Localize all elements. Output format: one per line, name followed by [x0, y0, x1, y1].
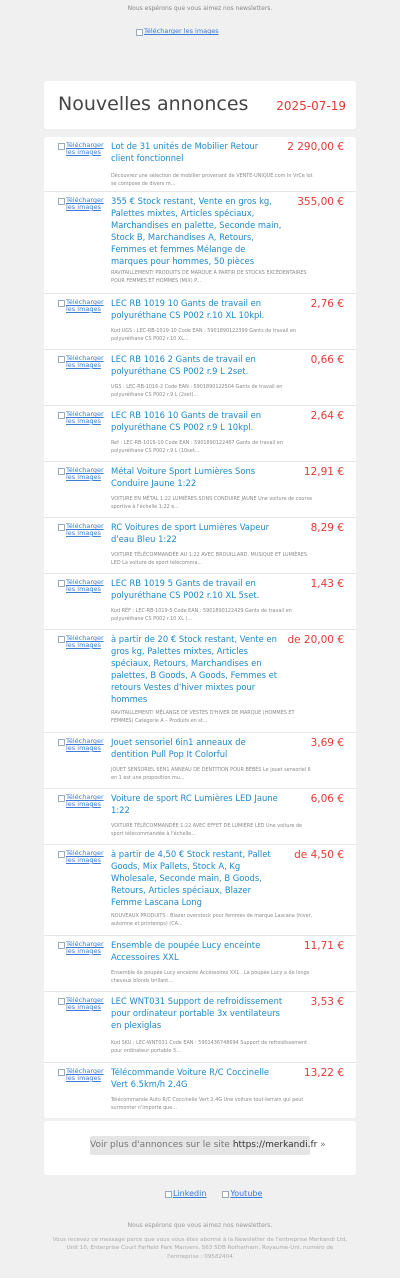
- listing-thumbnail-alt: Télécharger les images: [66, 737, 104, 752]
- listing-title-link[interactable]: Télécommande Voiture R/C Coccinelle Vert 6.5km/h 2.4G: [111, 1067, 270, 1089]
- listing-description: UGS : LEC-RB-1016-2 Code EAN : 5901890122504 Gants de travail en polyuréthane CS P002 r.9 L (2set)...: [111, 384, 283, 398]
- hero-image-link[interactable]: [136, 28, 219, 36]
- broken-image-icon: [58, 468, 65, 475]
- listing-thumbnail[interactable]: [58, 941, 108, 955]
- see-more-button[interactable]: [90, 1136, 326, 1155]
- header-card: [44, 81, 356, 129]
- listing-thumbnail-alt: Télécharger les images: [66, 298, 104, 313]
- listing-description: RAVITAILLEMENT! PRODUITS DE MARQUE À PARTIR DE STOCKS EXCÉDENTAIRES POUR FEMMES ET HOMMES (MIX) P...: [111, 270, 307, 284]
- listing-item: [44, 789, 356, 845]
- linkedin-label: Linkedin: [173, 1189, 207, 1198]
- listing-title-link[interactable]: LEC RB 1016 2 Gants de travail en polyuréthane CS P002 r.9 L 2set.: [111, 354, 256, 376]
- linkedin-link[interactable]: [165, 1190, 206, 1198]
- listing-title-link[interactable]: 355 € Stock restant, Vente en gros kg, Palettes mixtes, Articles spéciaux, Marchandises en palette, Seconde main, Stock B, Marchandises A, Retours, Femmes et femmes Mélange de marques pour hommes, 50 pièces: [111, 196, 282, 266]
- page-title: Nouvelles annonces: [58, 93, 249, 115]
- listing-thumbnail[interactable]: [58, 1068, 108, 1082]
- listing-item: [44, 733, 356, 789]
- listing-price: 2,76 €: [310, 298, 344, 310]
- listing-title-link[interactable]: LEC RB 1016 10 Gants de travail en polyuréthane CS P002 r.9 L 10kpl.: [111, 410, 262, 432]
- linkedin-icon: [165, 1191, 172, 1198]
- listing-price: 355,00 €: [297, 196, 344, 208]
- more-card: [44, 1121, 356, 1175]
- listing-description: VOITURE EN MÉTAL 1:22 LUMIÈRES SONS CONDUIRE JAUNE Une voiture de course sportive à l'échelle 1:22 e...: [111, 496, 313, 510]
- listing-thumbnail[interactable]: [58, 467, 108, 481]
- listing-price: 3,53 €: [310, 996, 344, 1008]
- listing-description: Kod RÉF : LEC-RB-1019-5 Code EAN : 5901890122429 Gants de travail en polyuréthane CS P002 r.10 XL (...: [111, 608, 292, 622]
- listing-thumbnail[interactable]: [58, 850, 108, 864]
- footer-note: Nous espérons que vous aimez nos newsletters.: [127, 1222, 273, 1229]
- listing-title-link[interactable]: à partir de 20 € Stock restant, Vente en gros kg, Palettes mixtes, Articles spéciaux, Retours, Marchandises en palettes, B Goods, A Goods, Femmes et retours Vestes d'hiver mixtes pour hommes: [111, 634, 278, 704]
- listing-thumbnail-alt: Télécharger les images: [66, 996, 104, 1011]
- broken-image-icon: [58, 300, 65, 307]
- broken-image-icon: [58, 143, 65, 150]
- listing-thumbnail-alt: Télécharger les images: [66, 141, 104, 156]
- listing-thumbnail-alt: Télécharger les images: [66, 410, 104, 425]
- broken-image-icon: [58, 198, 65, 205]
- listing-item: [44, 350, 356, 406]
- listing-item: [44, 294, 356, 350]
- listing-thumbnail[interactable]: [58, 738, 108, 752]
- listings-card: [44, 137, 356, 1118]
- listing-thumbnail-alt: Télécharger les images: [66, 940, 104, 955]
- listing-item: [44, 630, 356, 733]
- listing-description: Kod UGS : LEC-RB-1019-10 Code EAN : 5901890122399 Gants de travail en polyuréthane CS P002 r.10 XL...: [111, 328, 297, 342]
- listing-price: 11,71 €: [303, 940, 344, 952]
- broken-image-icon: [58, 851, 65, 858]
- footer-legal: Vous recevez ce message parce que vous vous êtes abonné à la Newsletter de l'entreprise Merkandi Ltd, Unit 10, Enterprise Court Farfield Park Manvers, S63 5DB Rotherham, Royaume-Uni, numéro de l'entreprise : 09582404: [52, 1237, 348, 1260]
- listing-title-link[interactable]: Métal Voiture Sport Lumières Sons Conduire Jaune 1:22: [111, 466, 256, 488]
- listing-thumbnail[interactable]: [58, 997, 108, 1011]
- header-note: Nous espérons que vous aimez nos newsletters.: [127, 5, 273, 12]
- listing-title-link[interactable]: Voiture de sport RC Lumières LED Jaune 1:22: [111, 793, 278, 815]
- listing-title-link[interactable]: Lot de 31 unités de Mobilier Retour client fonctionnel: [111, 141, 259, 163]
- listing-title-link[interactable]: à partir de 4,50 € Stock restant, Pallet Goods, Mix Pallets, Stock A, Kg Wholesale, Seconde main, B Goods, Retours, Articles spéciaux, Blazer Femme Lascana Long: [111, 849, 271, 907]
- listing-price: 8,29 €: [310, 522, 344, 534]
- listing-price: 3,69 €: [310, 737, 344, 749]
- broken-image-icon: [58, 795, 65, 802]
- listing-item: [44, 574, 356, 630]
- listing-thumbnail-alt: Télécharger les images: [66, 849, 104, 864]
- listing-description: RAVITAILLEMENT! MÉLANGE DE VESTES D'HIVER DE MARQUE (HOMMES ET FEMMES) Catégorie A – Produits en st...: [111, 710, 295, 724]
- youtube-link[interactable]: [222, 1190, 262, 1198]
- listing-description: VOITURE TÉLÉCOMMANDÉE 1:22 AVEC EFFET DE LUMIÈRE LED Une voiture de sport télécommandée à l'échelle...: [111, 823, 303, 837]
- listing-price: 0,66 €: [310, 354, 344, 366]
- listing-thumbnail-alt: Télécharger les images: [66, 466, 104, 481]
- listing-description: JOUET SENSORIEL 6EN1 ANNEAU DE DENTITION POUR BÉBÉS Le jouet sensoriel 6 en 1 est une proposition mu...: [111, 767, 311, 781]
- listing-thumbnail[interactable]: [58, 523, 108, 537]
- listing-title-link[interactable]: LEC RB 1019 5 Gants de travail en polyuréthane CS P002 r.10 XL 5set.: [111, 578, 260, 600]
- listing-thumbnail[interactable]: [58, 142, 108, 156]
- listing-price: 2,64 €: [310, 410, 344, 422]
- broken-image-icon: [58, 1069, 65, 1076]
- listing-title-link[interactable]: RC Voitures de sport Lumières Vapeur d'eau Bleu 1:22: [111, 522, 270, 544]
- listing-thumbnail[interactable]: [58, 411, 108, 425]
- listing-thumbnail-alt: Télécharger les images: [66, 793, 104, 808]
- newsletter-date: 2025-07-19: [276, 99, 346, 113]
- broken-image-icon: [58, 739, 65, 746]
- broken-image-icon: [136, 29, 143, 36]
- listing-price: 6,06 €: [310, 793, 344, 805]
- broken-image-icon: [58, 636, 65, 643]
- youtube-icon: [222, 1191, 229, 1198]
- hero-image-alt: Télécharger les images: [144, 27, 219, 35]
- listing-price: 1,43 €: [310, 578, 344, 590]
- listing-item: [44, 1063, 356, 1118]
- listing-item: [44, 462, 356, 518]
- see-more-url: https://merkandi.fr: [232, 1140, 318, 1150]
- listing-title-link[interactable]: LEC WNT031 Support de refroidissement pour ordinateur portable 3x ventilateurs en plexiglas: [111, 996, 283, 1030]
- listing-thumbnail-alt: Télécharger les images: [66, 196, 104, 211]
- broken-image-icon: [58, 524, 65, 531]
- listing-item: [44, 137, 356, 192]
- broken-image-icon: [58, 580, 65, 587]
- listing-thumbnail-alt: Télécharger les images: [66, 522, 104, 537]
- social-links: [165, 1190, 262, 1198]
- listing-description: Télécommande Auto R/C Coccinelle Vert 2.4G Une voiture tout-terrain qui peut surmonter n'importe que...: [111, 1097, 304, 1111]
- listing-item: [44, 192, 356, 294]
- see-more-suffix: »: [317, 1140, 326, 1150]
- listing-thumbnail[interactable]: [58, 635, 108, 649]
- listing-price: 13,22 €: [303, 1067, 344, 1079]
- listing-thumbnail[interactable]: [58, 197, 108, 211]
- listing-price: de 4,50 €: [294, 849, 344, 861]
- listing-description: VOITURE TÉLÉCOMMANDÉE AU 1:22 AVEC BROUILLARD, MUSIQUE ET LUMIÈRES LED La voiture de sport télécomma...: [111, 552, 307, 566]
- listing-description: Ensemble de poupée Lucy enceinte Accessoires XXL . La poupée Lucy a de longs cheveux blonds brillant...: [111, 970, 310, 984]
- listing-description: Kod SKU : LEC-WNT031 Code EAN : 5901436748694 Support de refroidissement pour ordinateur portable 3...: [111, 1040, 308, 1054]
- listing-item: [44, 518, 356, 574]
- listing-title-link[interactable]: LEC RB 1019 10 Gants de travail en polyuréthane CS P002 r.10 XL 10kpl.: [111, 298, 265, 320]
- listing-item: [44, 406, 356, 462]
- listing-item: [44, 845, 356, 936]
- listing-title-link[interactable]: Ensemble de poupée Lucy enceinte Accessoires XXL: [111, 940, 261, 962]
- listing-item: [44, 936, 356, 992]
- listing-description: Ref : LEC-RB-1016-10 Code EAN : 5901890122467 Gants de travail en polyuréthane CS P002 r.9 L (10set...: [111, 440, 283, 454]
- listing-price: 2 290,00 €: [287, 141, 344, 153]
- listing-price: de 20,00 €: [287, 634, 344, 646]
- listing-description: NOUVEAUX PRODUITS : Blazer overstock pour femmes de marque Lascana (hiver, automne et printemps) (CA...: [111, 913, 313, 927]
- broken-image-icon: [58, 412, 65, 419]
- broken-image-icon: [58, 356, 65, 363]
- see-more-prefix: Voir plus d'annonces sur le site: [90, 1140, 233, 1150]
- broken-image-icon: [58, 998, 65, 1005]
- listing-thumbnail[interactable]: [58, 355, 108, 369]
- listing-title-link[interactable]: Jouet sensoriel 6in1 anneaux de dentition Pull Pop It Colorful: [111, 737, 246, 759]
- listing-thumbnail-alt: Télécharger les images: [66, 578, 104, 593]
- listing-description: Découvrez une sélection de mobilier provenant de VENTE-UNIQUE.com In VrCe lot se compose de divers m...: [111, 173, 313, 187]
- listing-thumbnail-alt: Télécharger les images: [66, 1067, 104, 1082]
- listing-thumbnail-alt: Télécharger les images: [66, 354, 104, 369]
- listing-price: 12,91 €: [303, 466, 344, 478]
- listing-thumbnail[interactable]: [58, 299, 108, 313]
- listing-thumbnail-alt: Télécharger les images: [66, 634, 104, 649]
- listing-thumbnail[interactable]: [58, 579, 108, 593]
- listing-thumbnail[interactable]: [58, 794, 108, 808]
- listing-item: [44, 992, 356, 1063]
- broken-image-icon: [58, 942, 65, 949]
- youtube-label: Youtube: [230, 1189, 263, 1198]
